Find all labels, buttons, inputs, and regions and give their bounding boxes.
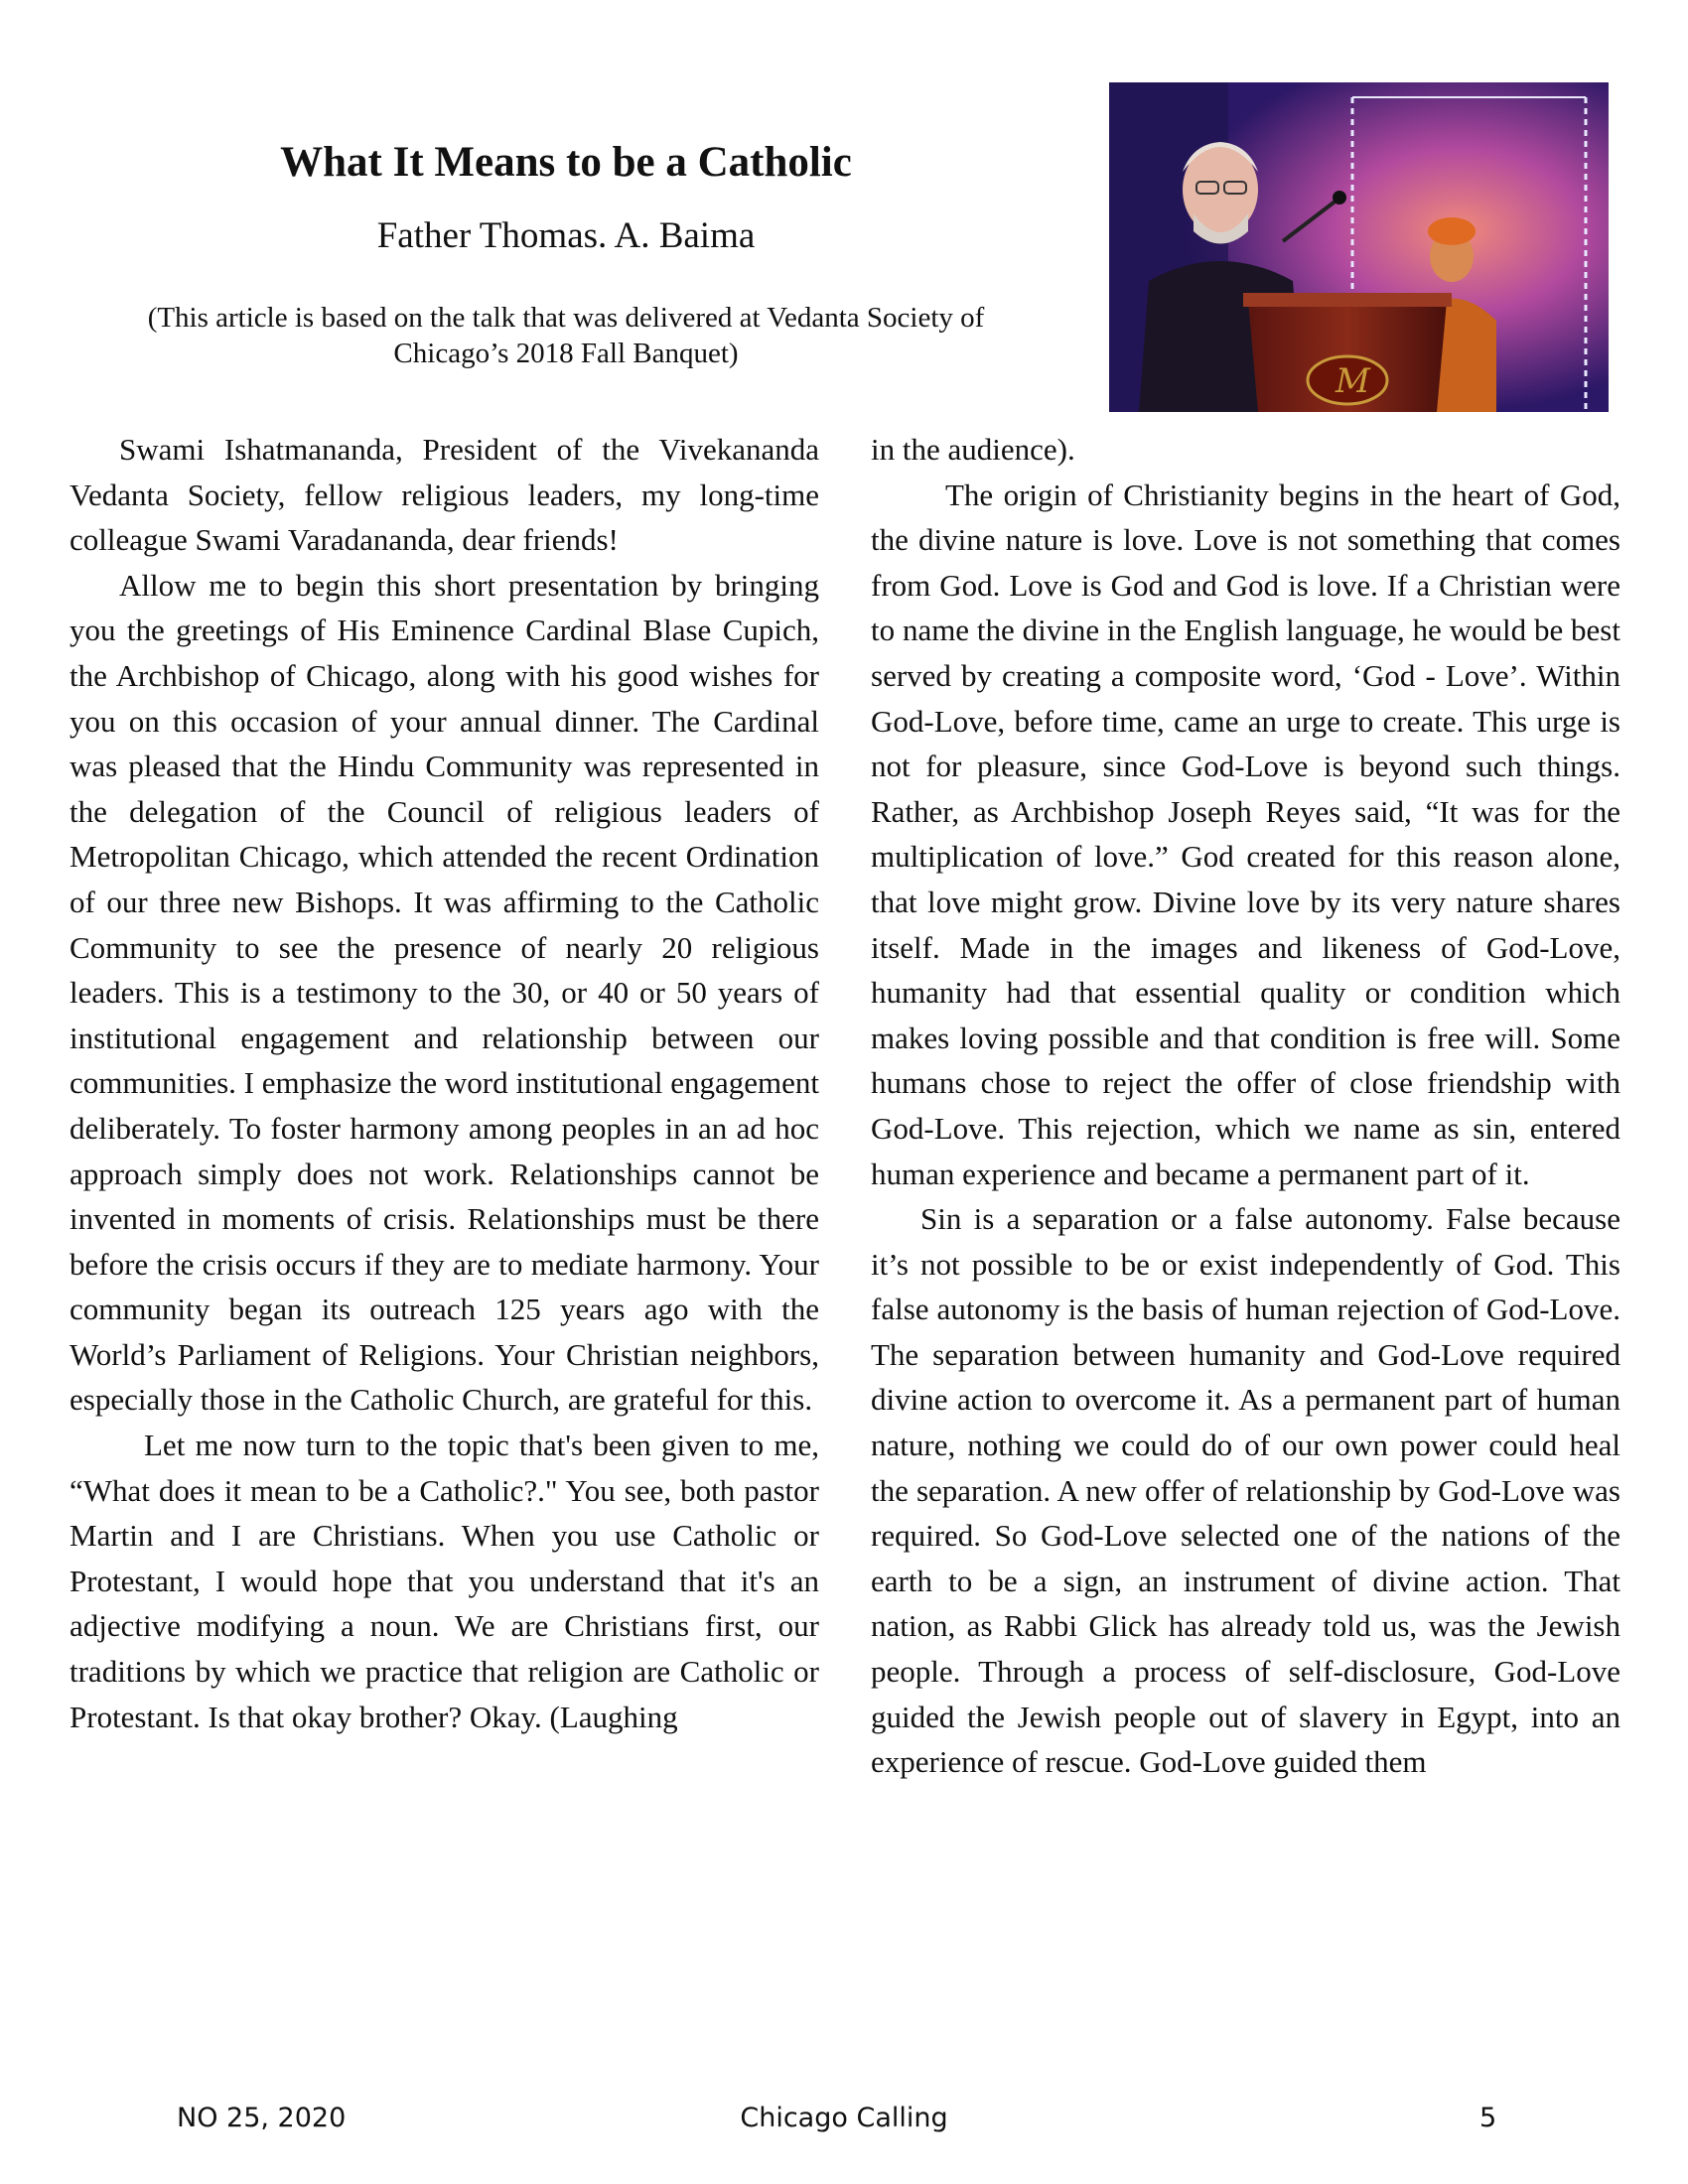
footer-page-number: 5 (1479, 2103, 1497, 2133)
paragraph: Let me now turn to the topic that's been given to me, “What does it mean to be a Catholic?." You see, both pastor Martin and I are Christians. When you use Catholic or Protestant, I would hope that you understand that it's an adjective modifying a noun. We are Christians first, our traditions by which we practice that religion are Catholic or Protestant. Is that okay brother? Okay. (Laughing (70, 1428, 819, 1734)
paragraph: The origin of Christianity begins in the heart of God, the divine nature is love. Love is not something that comes from God. Love is God and God is love. If a Christian were to name the divine in the English language, he would be best served by creating a composite word, ‘God - Love’. Within God-Love, before time, came an urge to create. This urge is not for pleasure, since God-Love is beyond such things. Rather, as Archbishop Joseph Reyes said, “It was for the multiplication of love.” God created for this reason alone, that love might grow. Divine love by its very nature shares itself. Made in the images and likeness of God-Love, humanity had that essential quality or condition which makes loving possible and that condition is free will. Some humans chose to reject the offer of close friendship with God-Love. This rejection, which we name as sin, entered human experience and became a permanent part of it. (871, 477, 1620, 1191)
left-column (70, 427, 819, 1739)
paragraph: Swami Ishatmananda, President of the Vivekananda Vedanta Society, fellow religious leaders, my long-time colleague Swami Varadananda, dear friends! (70, 432, 819, 558)
article-author: Father Thomas. A. Baima (376, 215, 756, 256)
article-title: What It Means to be a Catholic (280, 139, 852, 186)
right-column (871, 427, 1620, 1785)
paragraph: Allow me to begin this short presentation by bringing you the greetings of His Eminence Cardinal Blase Cupich, the Archbishop of Chicago, along with his good wishes for you on this occasion of your annual dinner. The Cardinal was pleased that the Hindu Community was represented in the delegation of the Council of religious leaders of Metropolitan Chicago, which attended the recent Ordination of our three new Bishops. It was affirming to the Catholic Community to see the presence of nearly 20 religious leaders. This is a testimony to the 30, or 40 or 50 years of institutional engagement and relationship between our communities. I emphasize the word institutional engagement deliberately. To foster harmony among peoples in an ad hoc approach simply does not work. Relationships cannot be invented in moments of crisis. Relationships must be there before the crisis occurs if they are to mediate harmony. Your community began its outreach 125 years ago with the World’s Parliament of Religions. Your Christian neighbors, especially those in the Catholic Church, are grateful for this. (70, 567, 820, 1418)
speaker-photo (1109, 82, 1609, 412)
footer-publication: Chicago Calling (740, 2103, 948, 2133)
svg-text:M: M (1336, 361, 1370, 401)
paragraph: Sin is a separation or a false autonomy. False because it’s not possible to be or exist independently of God. This false autonomy is the basis of human rejection of God-Love. The separation between humanity and God-Love required divine action to overcome it. As a permanent part of human nature, nothing we could do of our own power could heal the separation. A new offer of relationship by God-Love was required. So God-Love selected one of the nations of the earth to be a sign, an instrument of divine action. That nation, as Rabbi Glick has already told us, was the Jewish people. Through a process of self-disclosure, God-Love guided the Jewish people out of slavery in Egypt, into an experience of rescue. God-Love guided them (871, 1201, 1620, 1780)
paragraph: in the audience). (871, 432, 1075, 467)
footer-date: NO 25, 2020 (177, 2103, 347, 2133)
speaker-at-podium-icon (1109, 82, 1609, 412)
article-note: (This article is based on the talk that was delivered at Vedanta Society of Chicago’s 2018 Fall Banquet) (147, 302, 985, 369)
